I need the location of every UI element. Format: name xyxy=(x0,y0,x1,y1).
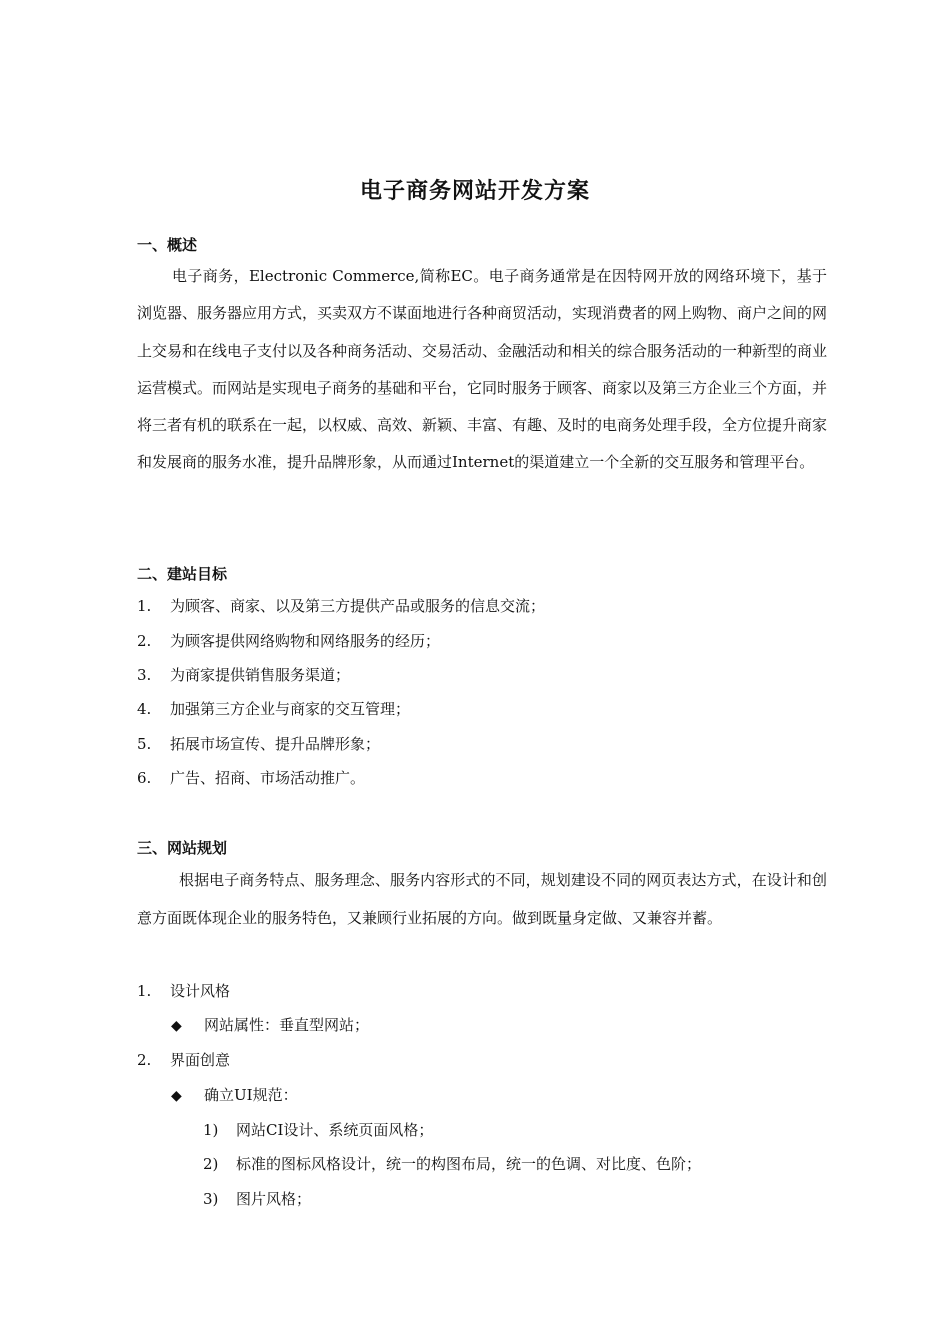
sub-list-item xyxy=(203,1189,311,1209)
bullet-item xyxy=(171,1085,298,1106)
sub-list-item-text: 图片风格； xyxy=(236,1190,312,1208)
list-item-text: 广告、招商、市场活动推广。 xyxy=(170,769,366,787)
list-item-number: 6. xyxy=(137,769,152,787)
overview-paragraph: 电子商务，Electronic Commerce,简称EC。电子商务通常是在因特网开放的网络环境下，基于浏览器、服务器应用方式，买卖双方不谋面地进行各种商贸活动，实现消费者的网上购物、商户之间的网上交易和在线电子支付以及各种商务活动、交易活动、金融活动和相关的综合服务活动的一种新型的商业运营模式。而网站是实现电子商务的基础和平台，它同时服务于顾客、商家以及第三方企业三个方面，并将三者有机的联系在一起，以权威、高效、新颖、丰富、有趣、及时的电商务处理手段，全方位提升商家和发展商的服务水准，提升品牌形象，从而通过Internet的渠道建立一个全新的交互服务和管理平台。 xyxy=(137,267,828,472)
list-item-text: 拓展市场宣传、提升品牌形象； xyxy=(170,735,381,753)
planning-paragraph: 根据电子商务特点、服务理念、服务内容形式的不同，规划建设不同的网页表达方式，在设计和创意方面既体现企业的服务特色，又兼顾行业拓展的方向。做到既量身定做、又兼容并蓄。 xyxy=(137,871,827,927)
list-item-number: 3. xyxy=(137,666,152,684)
list-item-number: 1. xyxy=(137,982,152,1000)
bullet-item-text: 确立UI规范： xyxy=(204,1086,298,1104)
list-item xyxy=(137,734,380,754)
sub-list-item-text: 网站CI设计、系统页面风格； xyxy=(236,1121,434,1139)
list-item-text: 为顾客提供网络购物和网络服务的经历； xyxy=(170,632,441,650)
bullet-item-text: 网站属性：垂直型网站； xyxy=(204,1016,370,1034)
document-title: 电子商务网站开发方案 xyxy=(359,178,590,204)
list-item xyxy=(137,981,230,1001)
list-item xyxy=(137,1050,230,1070)
sub-list-item-number: 1) xyxy=(203,1121,219,1139)
list-item xyxy=(137,768,365,788)
list-item xyxy=(137,665,350,685)
section-heading-goals: 二、建站目标 xyxy=(137,565,228,583)
list-item-text: 为商家提供销售服务渠道； xyxy=(170,666,351,684)
sub-list-item-text: 标准的图标风格设计，统一的构图布局，统一的色调、对比度、色阶； xyxy=(236,1155,702,1173)
section-heading-planning: 三、网站规划 xyxy=(137,839,228,857)
sub-list-item xyxy=(203,1154,701,1174)
list-item-number: 1. xyxy=(137,597,152,615)
sub-list-item-number: 3) xyxy=(203,1190,219,1208)
list-item-text: 为顾客、商家、以及第三方提供产品或服务的信息交流； xyxy=(170,597,546,615)
bullet-item xyxy=(171,1015,369,1036)
list-item-number: 2. xyxy=(137,632,152,650)
list-item xyxy=(137,596,545,616)
list-item xyxy=(137,699,410,719)
list-item-number: 2. xyxy=(137,1051,152,1069)
section-heading-overview: 一、概述 xyxy=(137,236,198,254)
list-item-number: 4. xyxy=(137,700,152,718)
diamond-bullet-icon: ◆ xyxy=(171,1018,182,1034)
diamond-bullet-icon: ◆ xyxy=(171,1088,182,1104)
list-item-text: 界面创意 xyxy=(170,1051,231,1069)
sub-list-item-number: 2) xyxy=(203,1155,219,1173)
list-item xyxy=(137,631,440,651)
list-item-number: 5. xyxy=(137,735,152,753)
sub-list-item xyxy=(203,1120,433,1140)
list-item-text: 设计风格 xyxy=(170,982,231,1000)
list-item-text: 加强第三方企业与商家的交互管理； xyxy=(170,700,411,718)
